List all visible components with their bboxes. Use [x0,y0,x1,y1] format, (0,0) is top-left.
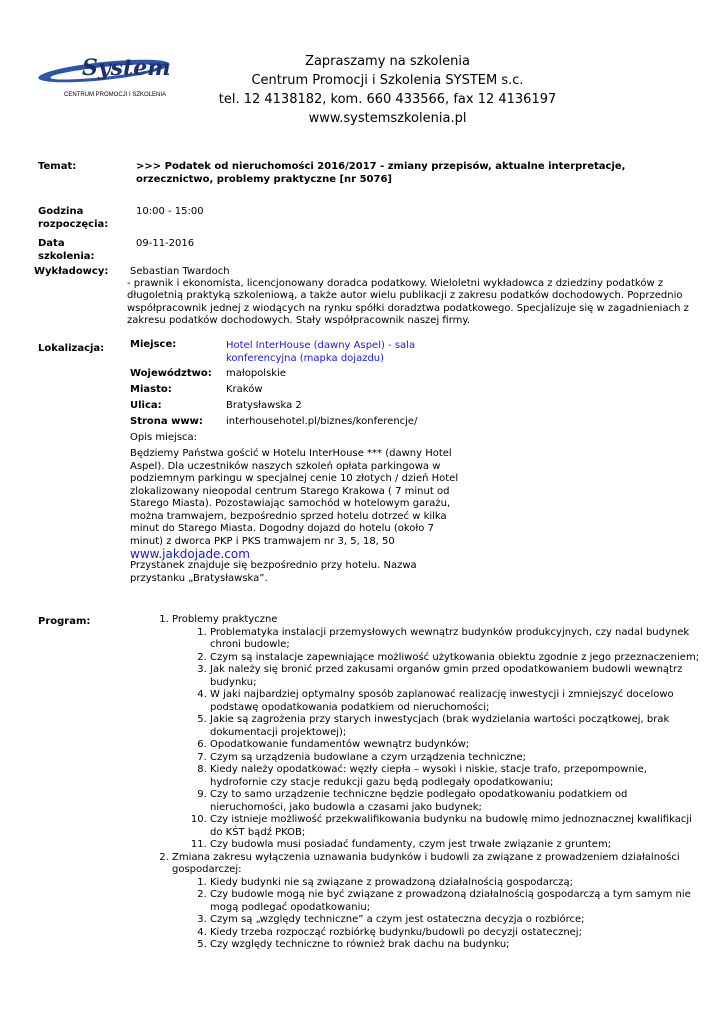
list-item: 5. Jakie są zagrożenia przy starych inwestycjach (brak wydzielania wartości początkowej, brak dokumentacji projektowej); [210,714,700,739]
program-section [172,614,700,852]
list-item: 4. W jaki najbardziej optymalny sposób zaplanować realizację inwestycji i zmniejszyć docelowo podstawę opodatkowania podatkiem od nieruchomości; [210,689,700,714]
place-link[interactable]: Hotel InterHouse (dawny Aspel) - sala konferencyjna (mapka dojazdu) [226,340,416,364]
program-label: Program: [38,616,91,627]
jakdojade-link[interactable]: www.jakdojade.com [130,547,250,561]
list-item: 6. Opodatkowanie fundamentów wewnątrz budynków; [210,739,700,752]
program-section-title: Zmiana zakresu wyłączenia uznawania budynków i budowli za związane z prowadzeniem działalności gospodarczej: [172,851,680,875]
logo-subtext: CENTRUM PROMOCJI I SZKOLENIA [64,92,167,98]
lecturer-name: Sebastian Twardoch [130,266,230,277]
list-item: 1. Kiedy budynki nie są związane z prowadzoną działalnością gospodarczą; [210,877,700,890]
list-item: 10. Czy istnieje możliwość przekwalifikowania budynku na budowlę mimo jednoznacznej kwalifikacji do KŚT bądź PKOB; [210,814,700,839]
header-contact: tel. 12 4138182, kom. 660 433566, fax 12 4136197 [218,92,557,107]
logo-wordmark: System [82,55,171,81]
topic-label: Temat: [38,161,77,172]
lecturers-label: Wykładowcy: [34,266,109,277]
location-label: Lokalizacja: [38,343,105,354]
date-label: Data szkolenia: [38,238,95,262]
place-label: Miejsce: [130,339,177,350]
list-item: 5. Czy względy techniczne to również brak dachu na budynku; [210,939,700,952]
city-value: Kraków [226,384,263,395]
date-value: 09-11-2016 [136,238,195,249]
program-list [160,614,700,952]
list-item: 4. Kiedy trzeba rozpocząć rozbiórkę budynku/budowli po decyzji ostatecznej; [210,927,700,940]
www-value[interactable]: interhousehotel.pl/biznes/konferencje/ [226,416,418,427]
list-item: 9. Czy to samo urządzenie techniczne będzie podlegało opodatkowaniu podatkiem od nieruchomości, jako budowla a czasami jako budynek; [210,789,700,814]
company-logo [34,50,184,100]
list-item: 2. Czym są instalacje zapewniające możliwość użytkowania obiektu zgodnie z jego przeznaczeniem; [210,652,700,665]
list-item: 3. Jak należy się bronić przed zakusami organów gmin przed opodatkowaniem budowli wewnątrz budynku; [210,664,700,689]
list-item: 2. Czy budowle mogą nie być związane z prowadzoną działalnością gospodarczą a tym samym nie mogą podlegać opodatkowaniu; [210,889,700,914]
header-company: Centrum Promocji i Szkolenia SYSTEM s.c. [251,73,524,88]
time-value: 10:00 - 15:00 [136,206,204,217]
www-label: Strona www: [130,416,203,427]
header-website[interactable]: www.systemszkolenia.pl [308,111,467,126]
list-item: 1. Problematyka instalacji przemysłowych wewnątrz budynków produkcyjnych, czy nadal budynek chroni budowle; [210,627,700,652]
topic-value: >>> Podatek od nieruchomości 2016/2017 - zmiany przepisów, aktualne interpretacje, orzecznictwo, problemy praktyczne [nr 5076] [136,161,626,185]
time-label: Godzina rozpoczęcia: [38,206,109,230]
street-label: Ulica: [130,400,162,411]
header-invite: Zapraszamy na szkolenia [305,54,470,69]
place-description: Będziemy Państwa gościć w Hotelu InterHouse *** (dawny Hotel Aspel). Dla uczestników naszych szkoleń opłata parkingowa w podziemnym parkingu w specjalnej cenie 10 złotych / dzień Hotel zlokalizowany nieopodal centrum Starego Krakowa ( 7 minut od Starego Miasta). Pozostawiając samochód w hotelowym garażu, można tramwajem, bezpośrednio sprzed hotelu dotrzeć w kilka minut do Starego Miasta. Dogodny dojazd do hotelu (około 7 minut) z dworca PKP i PKS tramwajem nr 3, 5, 18, 50 www.jakdojade.com Przystanek znajduje się bezpośrednio przy hotelu. Nazwa przystanku „Bratysławska”. [130,448,465,585]
lecturer-bio: - prawnik i ekonomista, licencjonowany doradca podatkowy. Wieloletni wykładowca z dziedziny podatków z długoletnią praktyką szkoleniową, a także autor wielu publikacji z zakresu podatków dochodowych. Poprzednio współpracownik jednej z wiodących na rynku spółki doradztwa podatkowego. Specjalizuje się w zagadnieniach z zakresu podatków dochodowych. Stały współpracownik naszej firmy. [127,278,689,326]
city-label: Miasto: [130,384,172,395]
voivodeship-value: małopolskie [226,368,287,379]
voivodeship-label: Województwo: [130,368,212,379]
list-item: 3. Czym są „względy techniczne” a czym jest ostateczna decyzja o rozbiórce; [210,914,700,927]
list-item: 11. Czy budowla musi posiadać fundamenty, czym jest trwałe związanie z gruntem; [210,839,700,852]
program-section-title: Problemy praktyczne [172,614,278,625]
program-section [172,852,700,952]
place-description-label: Opis miejsca: [130,432,198,443]
list-item: 8. Kiedy należy opodatkować: węzły ciepła – wysoki i niskie, stacje trafo, przepompownie, hydrofornie czy stacje redukcji gazu będą podlegały opodatkowaniu; [210,764,700,789]
list-item: 7. Czym są urządzenia budowlane a czym urządzenia techniczne; [210,752,700,765]
street-value: Bratysławska 2 [226,400,302,411]
